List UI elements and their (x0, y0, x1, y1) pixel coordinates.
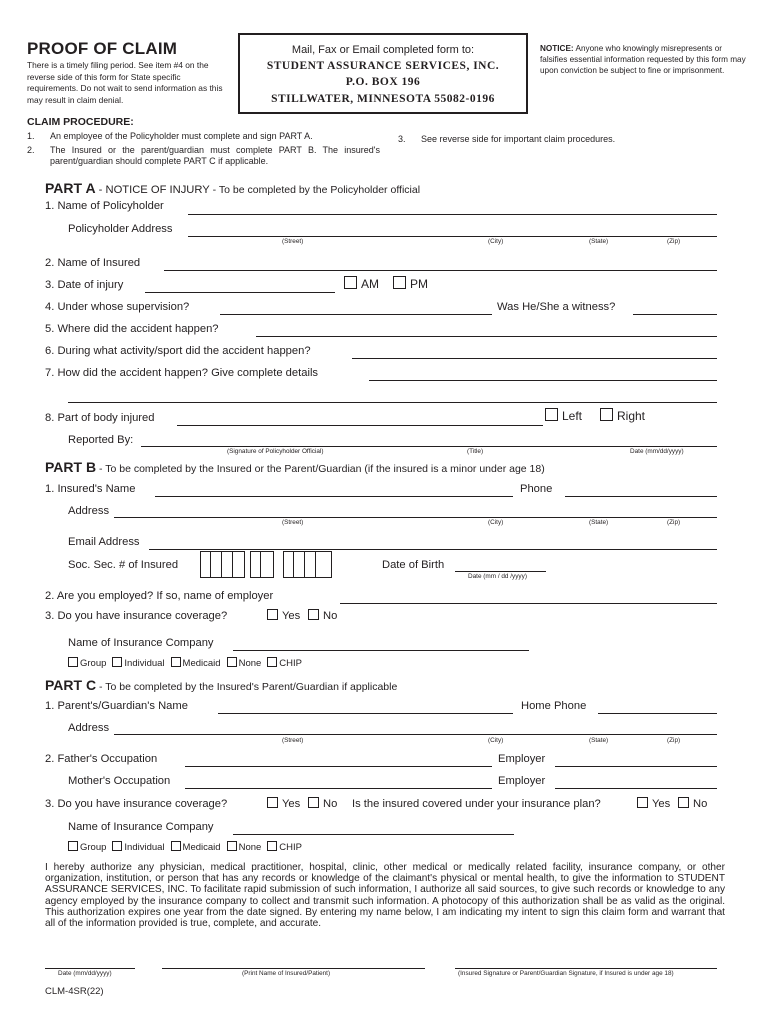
am-checkbox[interactable] (344, 276, 357, 289)
covered-no-checkbox[interactable] (678, 797, 689, 808)
insurance-coverage-b-label: 3. Do you have insurance coverage? (45, 610, 228, 622)
caption-street-c: (Street) (282, 737, 304, 744)
father-employer-field[interactable] (555, 766, 717, 767)
ssn-digit-box[interactable] (222, 551, 233, 578)
am-option[interactable]: AM (344, 276, 379, 291)
covered-no-option[interactable]: No (678, 797, 707, 810)
pm-option[interactable]: PM (393, 276, 428, 291)
ssn-group-2[interactable] (250, 551, 274, 578)
mother-employer-field[interactable] (555, 788, 717, 789)
email-label: Email Address (68, 536, 140, 548)
caption-state-c: (State) (589, 737, 609, 744)
phone-field[interactable] (565, 496, 717, 497)
insured-name-label: 2. Name of Insured (45, 257, 141, 269)
guardian-name-field[interactable] (218, 713, 513, 714)
policyholder-address-field[interactable] (188, 236, 717, 237)
mother-employer-label: Employer (498, 775, 546, 787)
ssn-label: Soc. Sec. # of Insured (68, 559, 179, 571)
part-a-heading: PART A - NOTICE OF INJURY - To be completed by the Policyholder official (45, 180, 421, 196)
supervision-label: 4. Under whose supervision? (45, 301, 190, 313)
ssn-group-1[interactable] (200, 551, 245, 578)
insurance-company-c-field[interactable] (233, 834, 514, 835)
plan-group-b[interactable]: Group (68, 658, 106, 669)
caption-state-b: (State) (589, 519, 609, 526)
dob-field[interactable] (455, 571, 546, 572)
plan-medicaid-c[interactable]: Medicaid (171, 842, 221, 853)
mother-occupation-field[interactable] (185, 788, 492, 789)
accident-details-label: 7. How did the accident happen? Give complete details (45, 367, 319, 379)
insurance-company-b-field[interactable] (233, 650, 529, 651)
plan-medicaid-b[interactable]: Medicaid (171, 658, 221, 669)
insurance-company-b-label: Name of Insurance Company (68, 637, 214, 649)
covered-yes-checkbox[interactable] (637, 797, 648, 808)
phone-label: Phone (520, 483, 553, 495)
part-b-heading: PART B - To be completed by the Insured or the Parent/Guardian (if the insured is a minor under age 18) (45, 459, 545, 475)
insured-name-b-field[interactable] (155, 496, 513, 497)
plan-chip-c[interactable]: CHIP (267, 842, 302, 853)
ssn-digit-box[interactable] (261, 551, 274, 578)
caption-state: (State) (589, 238, 609, 245)
insurance-company-c-label: Name of Insurance Company (68, 821, 214, 833)
procedure-num-2: 2. (27, 145, 35, 155)
ssn-digit-box[interactable] (233, 551, 245, 578)
father-employer-label: Employer (498, 753, 546, 765)
ssn-digit-box[interactable] (294, 551, 305, 578)
claim-procedure-heading: CLAIM PROCEDURE: (27, 116, 134, 128)
reported-by-field[interactable] (141, 446, 717, 447)
accident-location-field[interactable] (256, 336, 717, 337)
left-checkbox[interactable] (545, 408, 558, 421)
plan-individual-c-checkbox[interactable] (112, 841, 122, 851)
plan-none-c-checkbox[interactable] (227, 841, 237, 851)
right-option[interactable]: Right (600, 408, 645, 423)
notice-label: NOTICE: (540, 44, 574, 53)
caption-date: Date (mm/dd/yyyy) (630, 448, 684, 455)
father-occupation-field[interactable] (185, 766, 492, 767)
home-phone-field[interactable] (598, 713, 717, 714)
date-of-injury-label: 3. Date of injury (45, 279, 124, 291)
plan-chip-c-checkbox[interactable] (267, 841, 277, 851)
caption-street: (Street) (282, 238, 304, 245)
caption-title: (Title) (467, 448, 484, 455)
plan-medicaid-b-checkbox[interactable] (171, 657, 181, 667)
coverage-yes-checkbox[interactable] (267, 609, 278, 620)
activity-field[interactable] (352, 358, 717, 359)
home-phone-label: Home Phone (521, 700, 587, 712)
filing-period-note: There is a timely filing period. See item #4 on the reverse side of this form for State specific requirements. Do not wait to send information as this may result in claim denial. (27, 60, 223, 105)
left-option[interactable]: Left (545, 408, 582, 423)
caption-print-name: (Print Name of Insured/Patient) (242, 970, 331, 977)
procedure-text-1: An employee of the Policyholder must complete and sign PART A. (50, 131, 313, 141)
signature-date-field[interactable] (45, 968, 135, 969)
employer-field[interactable] (340, 603, 717, 604)
accident-location-label: 5. Where did the accident happen? (45, 323, 219, 335)
fraud-notice (540, 44, 746, 76)
caption-signature-date: Date (mm/dd/yyyy) (58, 970, 112, 977)
witness-label: Was He/She a witness? (497, 301, 616, 313)
caption-street-b: (Street) (282, 519, 304, 526)
employer-label: 2. Are you employed? If so, name of employer (45, 590, 274, 602)
mother-occupation-label: Mother's Occupation (68, 775, 171, 787)
dob-label: Date of Birth (382, 559, 445, 571)
ssn-digit-box[interactable] (200, 551, 211, 578)
coverage-no-option[interactable]: No (308, 609, 337, 622)
coverage-c-no-option[interactable]: No (308, 797, 337, 810)
plan-chip-b-checkbox[interactable] (267, 657, 277, 667)
procedure-text-3: See reverse side for important claim procedures. (421, 134, 616, 144)
policyholder-name-field[interactable] (188, 214, 717, 215)
covered-yes-option[interactable]: Yes (637, 797, 670, 810)
body-part-label: 8. Part of body injured (45, 412, 155, 424)
coverage-no-checkbox[interactable] (308, 609, 319, 620)
plan-none-c[interactable]: None (227, 842, 262, 853)
po-box: P.O. BOX 196 (345, 76, 421, 88)
plan-individual-c[interactable]: Individual (112, 842, 164, 853)
insured-name-field[interactable] (164, 270, 717, 271)
ssn-digit-box[interactable] (283, 551, 294, 578)
ssn-digit-box[interactable] (211, 551, 222, 578)
authorization-text: I hereby authorize any physician, medical practitioner, hospital, clinic, other medical or medically related facility, insurance company, or other organization, institution, or person that has any records or knowledge of the claimant's physical or mental health, to give the information to STUDENT ASSURANCE SERVICES, INC. To facilitate rapid submission of such information, I authorize all said sources, to give such records or knowledge to any agency employed by the insurance company to collect and transmit such information. A photocopy of this authorization shall be as valid as the original. This authorization expires one year from the date signed. By entering my name below, I am indicating my intent to sign this claim form and warrant that all of the information provided is true, complete, and accurate. (45, 862, 725, 930)
ssn-digit-box[interactable] (305, 551, 316, 578)
caption-city-c: (City) (488, 737, 504, 744)
plan-type-b-options (68, 657, 308, 669)
pm-checkbox[interactable] (393, 276, 406, 289)
plan-individual-b[interactable]: Individual (112, 658, 164, 669)
insurance-coverage-c-label: 3. Do you have insurance coverage? (45, 798, 228, 810)
caption-city-b: (City) (488, 519, 504, 526)
caption-zip-b: (Zip) (667, 519, 681, 526)
caption-zip: (Zip) (667, 238, 681, 245)
coverage-yes-option[interactable]: Yes (267, 609, 300, 622)
ssn-digit-box[interactable] (250, 551, 261, 578)
ssn-group-3[interactable] (283, 551, 332, 578)
accident-details-field[interactable] (369, 380, 717, 381)
procedure-num-3: 3. (398, 134, 406, 144)
coverage-c-yes-checkbox[interactable] (267, 797, 278, 808)
plan-none-b[interactable]: None (227, 658, 262, 669)
company-name: STUDENT ASSURANCE SERVICES, INC. (266, 60, 500, 72)
procedure-text-2: The Insured or the parent/guardian must complete PART B. The insured's parent/guardian should complete PART C if applicable. (50, 145, 380, 166)
policyholder-address-label: Policyholder Address (68, 223, 173, 235)
accident-details-field-2[interactable] (68, 402, 717, 403)
caption-dob: Date (mm / dd /yyyy) (468, 573, 527, 580)
procedure-num-1: 1. (27, 131, 35, 141)
caption-city: (City) (488, 238, 504, 245)
plan-individual-b-checkbox[interactable] (112, 657, 122, 667)
plan-chip-b[interactable]: CHIP (267, 658, 302, 669)
reported-by-label: Reported By: (68, 434, 134, 446)
body-part-field[interactable] (177, 425, 543, 426)
notice-text: Anyone who knowingly misrepresents or falsifies essential information requested by this form may upon conviction be subject to fine or imprisonment. (540, 44, 746, 75)
plan-group-b-checkbox[interactable] (68, 657, 78, 667)
guardian-name-label: 1. Parent's/Guardian's Name (45, 700, 188, 712)
address-b-label: Address (68, 505, 110, 517)
caption-zip-c: (Zip) (667, 737, 681, 744)
address-b-field[interactable] (114, 517, 717, 518)
insured-name-b-label: 1. Insured's Name (45, 483, 136, 495)
supervision-field[interactable] (220, 314, 492, 315)
city-state-zip: STILLWATER, MINNESOTA 55082-0196 (271, 93, 495, 105)
email-field[interactable] (149, 549, 717, 550)
print-name-field[interactable] (162, 968, 425, 969)
form-title: PROOF OF CLAIM (27, 39, 178, 58)
witness-field[interactable] (633, 314, 717, 315)
address-c-field[interactable] (114, 734, 717, 735)
plan-type-c-options (68, 841, 308, 853)
coverage-c-yes-option[interactable]: Yes (267, 797, 300, 810)
plan-group-c[interactable]: Group (68, 842, 106, 853)
caption-insured-signature: (Insured Signature or Parent/Guardian Signature, if Insured is under age 18) (458, 970, 674, 977)
part-c-heading: PART C - To be completed by the Insured's Parent/Guardian if applicable (45, 677, 398, 693)
ssn-digit-box[interactable] (316, 551, 332, 578)
caption-signature: (Signature of Policyholder Official) (227, 448, 324, 455)
activity-label: 6. During what activity/sport did the accident happen? (45, 345, 311, 357)
form-number: CLM-4SR(22) (45, 986, 104, 997)
plan-medicaid-c-checkbox[interactable] (171, 841, 181, 851)
address-c-label: Address (68, 722, 110, 734)
plan-none-b-checkbox[interactable] (227, 657, 237, 667)
right-checkbox[interactable] (600, 408, 613, 421)
father-occupation-label: 2. Father's Occupation (45, 753, 158, 765)
plan-group-c-checkbox[interactable] (68, 841, 78, 851)
policyholder-name-label: 1. Name of Policyholder (45, 200, 164, 212)
insured-covered-label: Is the insured covered under your insurance plan? (352, 798, 601, 810)
mailing-address-box (238, 33, 528, 114)
mail-instruction: Mail, Fax or Email completed form to: (291, 44, 475, 56)
date-of-injury-field[interactable] (145, 292, 335, 293)
coverage-c-no-checkbox[interactable] (308, 797, 319, 808)
insured-signature-field[interactable] (455, 968, 717, 969)
